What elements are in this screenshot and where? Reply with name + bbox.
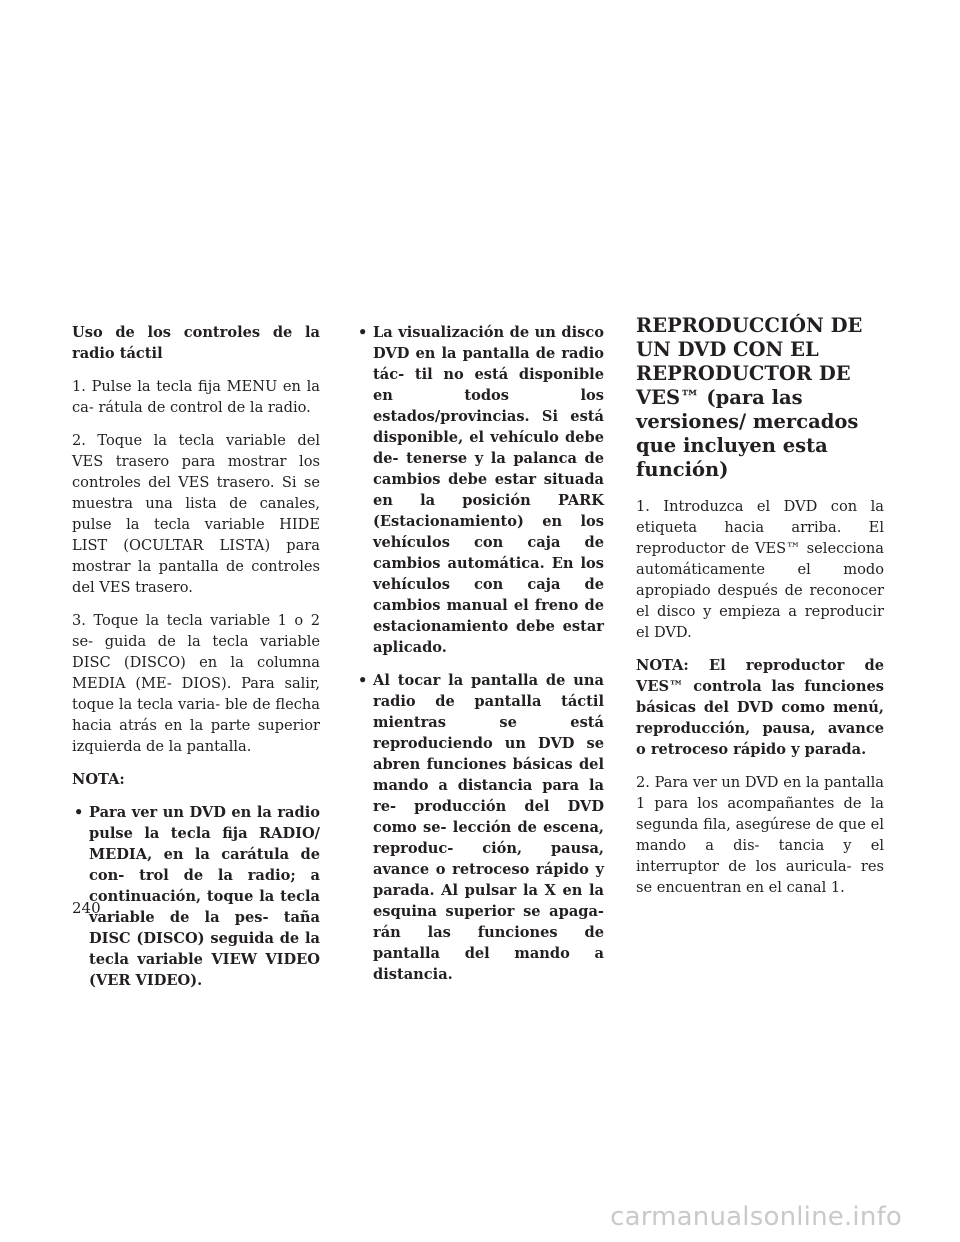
subheading-touch-radio: Uso de los controles de la radio táctil: [72, 324, 320, 362]
column-middle: [356, 322, 604, 997]
step-2-screen-1: 2. Para ver un DVD en la pantalla 1 para los acompañantes de la segunda fila, asegúrese de que el mando a dis- tancia y el interruptor de los auricula- res se encuentran en el canal 1.: [636, 774, 884, 896]
step-3-disc: 3. Toque la tecla variable 1 o 2 se- guida de la tecla variable DISC (DISCO) en la columna MEDIA (ME- DIOS). Para salir, toque la tecla varia- ble de flecha hacia atrás en la parte superior izquierda de la pantalla.: [72, 612, 320, 755]
section-title-subtitle: (para las versiones/ mercados que incluyen esta función): [636, 386, 859, 481]
watermark-logo: carmanualsonline.info: [610, 1202, 902, 1232]
column-left: [72, 322, 320, 1003]
section-title-main: REPRODUCCIÓN DE UN DVD CON EL REPRODUCTOR DE VES™: [636, 314, 863, 409]
note-bullet-list: [72, 802, 320, 991]
note-bullet-availability: • La visualización de un disco DVD en la pantalla de radio tác- til no está disponible en todos los estados/provincias. Si está disponible, el vehículo debe de- tenerse y la palanca de cambios debe estar situada en la posición PARK (Estacionamiento) en los vehículos con caja de cambios automática. En los vehículos con caja de cambios manual el freno de estacionamiento debe estar aplicado.: [356, 322, 604, 658]
note-bullet-touch-screen: • Al tocar la pantalla de una radio de pantalla táctil mientras se está reproduciendo un DVD se abren funciones básicas del mando a distancia para la re- producción del DVD como se- lección de escena, reproduc- ción, pausa, avance o retroceso rápido y parada. Al pulsar la X en la esquina superior se apaga- rán las funciones de pantalla del mando a distancia.: [356, 670, 604, 985]
section-title: [636, 314, 884, 482]
column-right: [636, 314, 884, 910]
page-number: 240: [72, 899, 101, 917]
step-1-menu: 1. Pulse la tecla fija MENU en la ca- rátula de control de la radio.: [72, 378, 320, 416]
note-label: NOTA:: [72, 771, 125, 788]
step-1-insert-dvd: 1. Introduzca el DVD con la etiqueta hacia arriba. El reproductor de VES™ selecciona automáticamente el modo apropiado después de reconocer el disco y empieza a reproducir el DVD.: [636, 498, 884, 641]
note-bullet-list-continued: [356, 322, 604, 985]
step-2-ves-controls: 2. Toque la tecla variable del VES trasero para mostrar los controles del VES trasero. Si se muestra una lista de canales, pulse la tecla variable HIDE LIST (OCULTAR LISTA) para mostrar la pantalla de controles del VES trasero.: [72, 432, 320, 596]
note-ves-player: NOTA: El reproductor de VES™ controla las funciones básicas del DVD como menú, reproducción, pausa, avance o retroceso rápido y parada.: [636, 657, 884, 758]
note-bullet-view-dvd: • Para ver un DVD en la radio pulse la tecla fija RADIO/ MEDIA, en la carátula de con- trol de la radio; a continuación, toque la tecla variable de la pes- taña DISC (DISCO) seguida de la tecla variable VIEW VIDEO (VER VIDEO).: [72, 802, 320, 991]
